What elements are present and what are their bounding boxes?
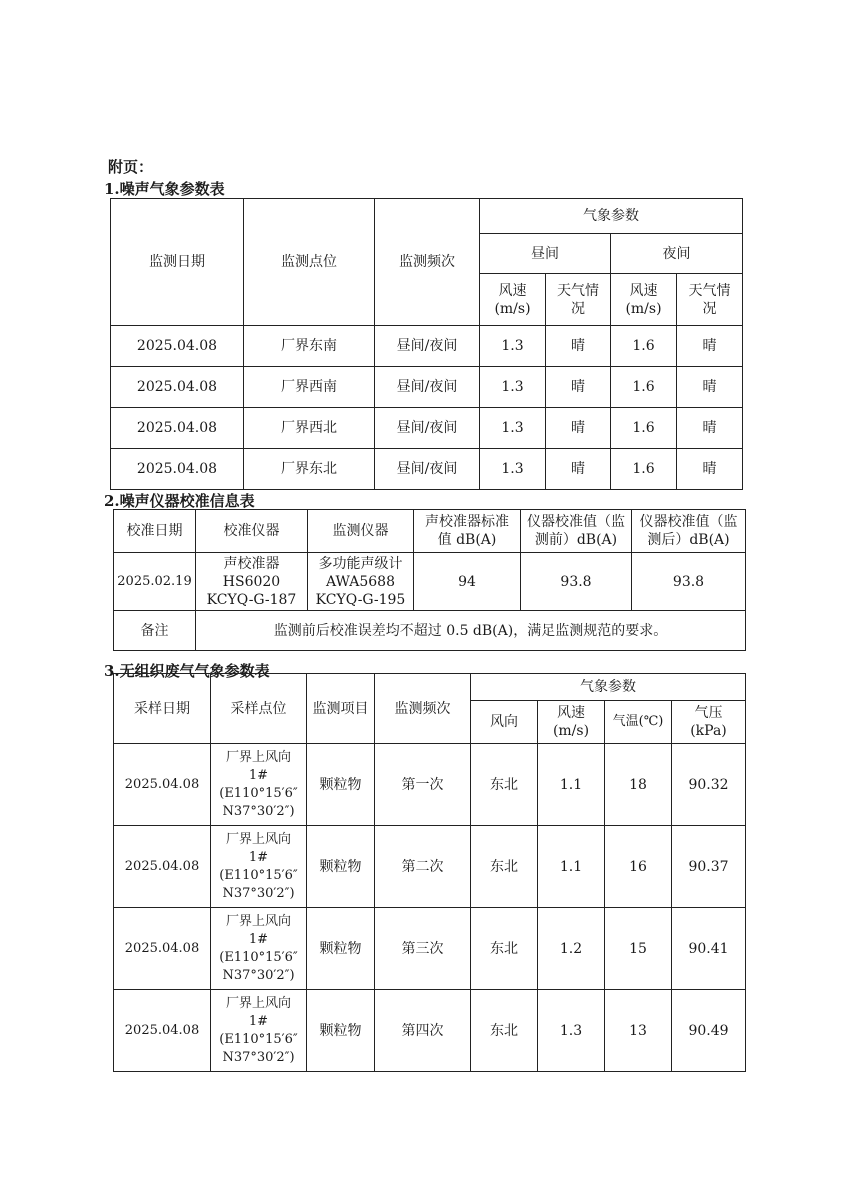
wind-direction-cell: 东北 <box>471 826 538 908</box>
temperature-cell: 18 <box>605 744 672 826</box>
date-cell: 2025.04.08 <box>111 326 244 367</box>
point-cell: 厂界东北 <box>244 449 375 490</box>
calibration-date-cell: 2025.02.19 <box>114 553 196 611</box>
noise-met-table <box>110 198 743 490</box>
header-frequency: 监测频次 <box>375 674 471 744</box>
header-nighttime: 夜间 <box>611 234 743 274</box>
sampling-point-cell: 厂界上风向 1# (E110°15′6″ N37°30′2″) <box>211 990 307 1072</box>
date-cell: 2025.04.08 <box>111 449 244 490</box>
post-calibration-cell: 93.8 <box>632 553 746 611</box>
calibrator-cell: 声校准器 HS6020 KCYQ-G-187 <box>196 553 308 611</box>
table-row <box>114 826 746 908</box>
calibration-table <box>113 509 746 651</box>
temperature-cell: 15 <box>605 908 672 990</box>
header-day-wind-speed: 风速 (m/s) <box>480 274 546 326</box>
header-met-params: 气象参数 <box>480 199 743 234</box>
night-weather-cell: 晴 <box>677 326 743 367</box>
night-wind-speed-cell: 1.6 <box>611 408 677 449</box>
night-weather-cell: 晴 <box>677 408 743 449</box>
frequency-cell: 第三次 <box>375 908 471 990</box>
header-monitor-item: 监测项目 <box>307 674 375 744</box>
wind-speed-cell: 1.1 <box>538 826 605 908</box>
day-weather-cell: 晴 <box>546 367 611 408</box>
noise-met-table-title: 1.噪声气象参数表 <box>104 180 225 198</box>
header-temperature: 气温(℃) <box>605 701 672 744</box>
standard-value-cell: 94 <box>414 553 521 611</box>
wind-direction-cell: 东北 <box>471 908 538 990</box>
sampling-date-cell: 2025.04.08 <box>114 990 211 1072</box>
frequency-cell: 昼间/夜间 <box>375 408 480 449</box>
pre-calibration-cell: 93.8 <box>521 553 632 611</box>
day-wind-speed-cell: 1.3 <box>480 367 546 408</box>
sampling-point-cell: 厂界上风向 1# (E110°15′6″ N37°30′2″) <box>211 744 307 826</box>
wind-direction-cell: 东北 <box>471 744 538 826</box>
night-wind-speed-cell: 1.6 <box>611 326 677 367</box>
header-sampling-date: 采样日期 <box>114 674 211 744</box>
day-weather-cell: 晴 <box>546 449 611 490</box>
header-pre-calibration: 仪器校准值（监 测前）dB(A) <box>521 510 632 553</box>
table-row <box>111 367 743 408</box>
night-wind-speed-cell: 1.6 <box>611 449 677 490</box>
sampling-date-cell: 2025.04.08 <box>114 908 211 990</box>
pressure-cell: 90.49 <box>672 990 746 1072</box>
header-wind-speed: 风速 (m/s) <box>538 701 605 744</box>
header-sampling-point: 采样点位 <box>211 674 307 744</box>
frequency-cell: 昼间/夜间 <box>375 449 480 490</box>
monitor-item-cell: 颗粒物 <box>307 990 375 1072</box>
date-cell: 2025.04.08 <box>111 367 244 408</box>
table-row <box>114 611 746 651</box>
sampling-date-cell: 2025.04.08 <box>114 744 211 826</box>
table-row <box>114 908 746 990</box>
header-pressure: 气压 (kPa) <box>672 701 746 744</box>
night-wind-speed-cell: 1.6 <box>611 367 677 408</box>
appendix-label: 附页： <box>108 158 154 176</box>
wind-speed-cell: 1.2 <box>538 908 605 990</box>
night-weather-cell: 晴 <box>677 367 743 408</box>
header-post-calibration: 仪器校准值（监 测后）dB(A) <box>632 510 746 553</box>
table-row <box>111 326 743 367</box>
night-weather-cell: 晴 <box>677 449 743 490</box>
frequency-cell: 第二次 <box>375 826 471 908</box>
day-wind-speed-cell: 1.3 <box>480 449 546 490</box>
sampling-point-cell: 厂界上风向 1# (E110°15′6″ N37°30′2″) <box>211 908 307 990</box>
day-weather-cell: 晴 <box>546 408 611 449</box>
calibration-table-title: 2.噪声仪器校准信息表 <box>104 492 255 510</box>
monitor-item-cell: 颗粒物 <box>307 908 375 990</box>
header-calibration-date: 校准日期 <box>114 510 196 553</box>
frequency-cell: 昼间/夜间 <box>375 367 480 408</box>
point-cell: 厂界东南 <box>244 326 375 367</box>
day-wind-speed-cell: 1.3 <box>480 326 546 367</box>
header-frequency: 监测频次 <box>375 199 480 326</box>
frequency-cell: 第四次 <box>375 990 471 1072</box>
sampling-point-cell: 厂界上风向 1# (E110°15′6″ N37°30′2″) <box>211 826 307 908</box>
header-night-wind-speed: 风速 (m/s) <box>611 274 677 326</box>
monitor-item-cell: 颗粒物 <box>307 744 375 826</box>
frequency-cell: 第一次 <box>375 744 471 826</box>
header-calibrator: 校准仪器 <box>196 510 308 553</box>
header-monitor-instrument: 监测仪器 <box>308 510 414 553</box>
point-cell: 厂界西北 <box>244 408 375 449</box>
point-cell: 厂界西南 <box>244 367 375 408</box>
monitor-item-cell: 颗粒物 <box>307 826 375 908</box>
header-night-weather: 天气情 况 <box>677 274 743 326</box>
pressure-cell: 90.32 <box>672 744 746 826</box>
day-weather-cell: 晴 <box>546 326 611 367</box>
temperature-cell: 16 <box>605 826 672 908</box>
day-wind-speed-cell: 1.3 <box>480 408 546 449</box>
table-row <box>114 553 746 611</box>
date-cell: 2025.04.08 <box>111 408 244 449</box>
header-wind-direction: 风向 <box>471 701 538 744</box>
header-date: 监测日期 <box>111 199 244 326</box>
note-label-cell: 备注 <box>114 611 196 651</box>
temperature-cell: 13 <box>605 990 672 1072</box>
table-row <box>114 744 746 826</box>
fugitive-gas-met-table <box>113 673 746 1072</box>
header-day-weather: 天气情 况 <box>546 274 611 326</box>
pressure-cell: 90.41 <box>672 908 746 990</box>
frequency-cell: 昼间/夜间 <box>375 326 480 367</box>
table-row <box>114 990 746 1072</box>
table-row <box>111 449 743 490</box>
header-met-params: 气象参数 <box>471 674 746 701</box>
wind-speed-cell: 1.1 <box>538 744 605 826</box>
monitor-instrument-cell: 多功能声级计 AWA5688 KCYQ-G-195 <box>308 553 414 611</box>
table-row <box>111 408 743 449</box>
note-cell: 监测前后校准误差均不超过 0.5 dB(A)，满足监测规范的要求。 <box>196 611 746 651</box>
wind-direction-cell: 东北 <box>471 990 538 1072</box>
pressure-cell: 90.37 <box>672 826 746 908</box>
sampling-date-cell: 2025.04.08 <box>114 826 211 908</box>
wind-speed-cell: 1.3 <box>538 990 605 1072</box>
fugitive-gas-table-title: 3.无组织废气气象参数表 <box>104 662 270 680</box>
header-standard-value: 声校准器标准 值 dB(A) <box>414 510 521 553</box>
header-point: 监测点位 <box>244 199 375 326</box>
header-daytime: 昼间 <box>480 234 611 274</box>
